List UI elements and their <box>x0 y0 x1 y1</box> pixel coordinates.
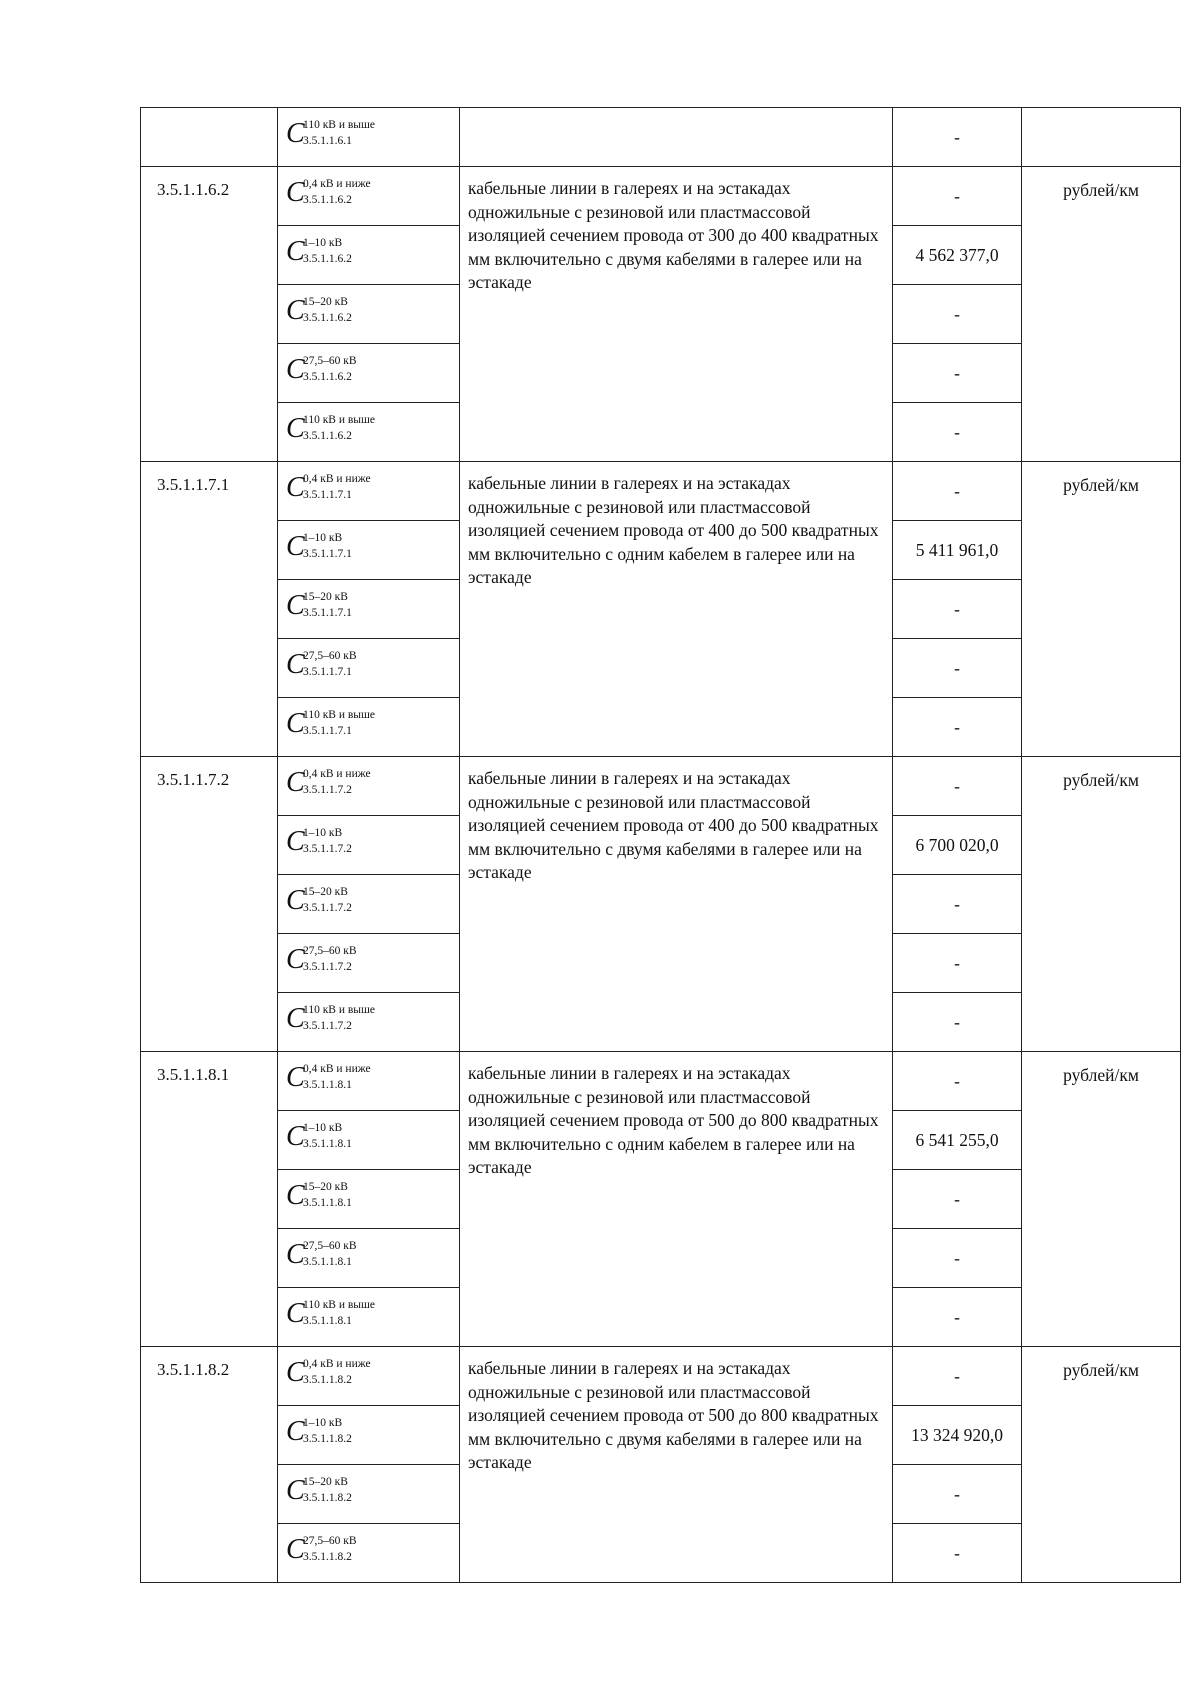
rate-value: - <box>893 403 1022 462</box>
rate-value: - <box>893 1524 1022 1583</box>
item-unit: рублей/км <box>1022 1052 1181 1347</box>
rate-symbol <box>286 1470 456 1514</box>
rate-symbol-letter: C <box>286 1356 305 1388</box>
voltage-superscript: 27,5–60 кВ <box>303 944 357 957</box>
rate-symbol-letter: C <box>286 294 305 326</box>
item-description: кабельные линии в галереях и на эстакадах одножильные с резиновой или пластмассовой изоляцией сечением провода от 400 до 500 квадратных мм включительно с двумя кабелями в галерее или на эстакаде <box>460 757 893 1052</box>
rate-symbol <box>286 703 456 747</box>
voltage-superscript: 110 кВ и выше <box>303 413 375 426</box>
rate-symbol-letter: C <box>286 884 305 916</box>
voltage-superscript: 15–20 кВ <box>303 1180 348 1193</box>
code-subscript: 3.5.1.1.7.2 <box>303 901 352 914</box>
voltage-superscript: 1–10 кВ <box>303 531 343 544</box>
rate-symbol <box>286 290 456 334</box>
voltage-superscript: 15–20 кВ <box>303 295 348 308</box>
code-subscript: 3.5.1.1.7.1 <box>303 606 352 619</box>
rate-symbol-letter: C <box>286 1238 305 1270</box>
rate-value: - <box>893 1347 1022 1406</box>
item-code: 3.5.1.1.7.2 <box>141 757 278 1052</box>
item-unit: рублей/км <box>1022 1347 1181 1583</box>
rate-value: - <box>893 639 1022 698</box>
rate-symbol <box>286 1529 456 1573</box>
rate-value: - <box>893 285 1022 344</box>
value-cell: - <box>893 108 1022 167</box>
item-code: 3.5.1.1.6.2 <box>141 167 278 462</box>
rate-value: - <box>893 1288 1022 1347</box>
rate-symbol-letter: C <box>286 117 305 149</box>
code-subscript: 3.5.1.1.8.2 <box>303 1550 352 1563</box>
symbol-cell <box>278 757 460 816</box>
code-subscript: 3.5.1.1.7.1 <box>303 665 352 678</box>
code-subscript: 3.5.1.1.6.2 <box>303 193 352 206</box>
voltage-superscript: 1–10 кВ <box>303 1416 343 1429</box>
symbol-cell <box>278 1052 460 1111</box>
rate-symbol-letter: C <box>286 235 305 267</box>
code-subscript: 3.5.1.1.8.1 <box>303 1137 352 1150</box>
table-row <box>141 1347 1181 1406</box>
rate-symbol-letter: C <box>286 530 305 562</box>
item-code: 3.5.1.1.7.1 <box>141 462 278 757</box>
item-description: кабельные линии в галереях и на эстакадах одножильные с резиновой или пластмассовой изоляцией сечением провода от 500 до 800 квадратных мм включительно с двумя кабелями в галерее или на эстакаде <box>460 1347 893 1583</box>
rate-symbol <box>286 880 456 924</box>
rate-symbol-letter: C <box>286 412 305 444</box>
item-unit: рублей/км <box>1022 167 1181 462</box>
voltage-superscript: 110 кВ и выше <box>303 708 375 721</box>
code-subscript: 3.5.1.1.7.2 <box>303 1019 352 1032</box>
code-subscript: 3.5.1.1.8.1 <box>303 1078 352 1091</box>
voltage-superscript: 0,4 кВ и ниже <box>303 1357 371 1370</box>
rate-symbol-letter: C <box>286 648 305 680</box>
rate-value: 6 541 255,0 <box>893 1111 1022 1170</box>
rate-value: - <box>893 344 1022 403</box>
rate-symbol-letter: C <box>286 1120 305 1152</box>
code-cell-empty <box>141 108 278 167</box>
voltage-superscript: 27,5–60 кВ <box>303 649 357 662</box>
rate-symbol-letter: C <box>286 1297 305 1329</box>
rate-value: - <box>893 580 1022 639</box>
voltage-superscript: 0,4 кВ и ниже <box>303 472 371 485</box>
rate-value: - <box>893 167 1022 226</box>
voltage-superscript: 15–20 кВ <box>303 1475 348 1488</box>
item-unit: рублей/км <box>1022 462 1181 757</box>
code-subscript: 3.5.1.1.6.2 <box>303 252 352 265</box>
rate-symbol <box>286 526 456 570</box>
code-subscript: 3.5.1.1.8.2 <box>303 1491 352 1504</box>
symbol-cell <box>278 1524 460 1583</box>
voltage-superscript: 15–20 кВ <box>303 885 348 898</box>
table-row-continued <box>141 108 1181 167</box>
symbol-cell <box>278 285 460 344</box>
rates-table-body <box>141 108 1181 1583</box>
voltage-superscript: 27,5–60 кВ <box>303 1534 357 1547</box>
voltage-superscript: 110 кВ и выше <box>303 1298 375 1311</box>
rate-value: - <box>893 462 1022 521</box>
rate-symbol <box>286 1234 456 1278</box>
code-subscript: 3.5.1.1.8.1 <box>303 1196 352 1209</box>
symbol-cell <box>278 344 460 403</box>
symbol-cell <box>278 639 460 698</box>
rate-symbol <box>286 939 456 983</box>
rate-value: - <box>893 698 1022 757</box>
voltage-superscript: 1–10 кВ <box>303 236 343 249</box>
rate-value: 5 411 961,0 <box>893 521 1022 580</box>
rate-symbol <box>286 644 456 688</box>
rate-value: - <box>893 1170 1022 1229</box>
rate-symbol <box>286 1057 456 1101</box>
voltage-superscript: 1–10 кВ <box>303 826 343 839</box>
symbol-cell <box>278 816 460 875</box>
rate-symbol-letter: C <box>286 1474 305 1506</box>
rate-symbol-letter: C <box>286 176 305 208</box>
voltage-superscript: 110 кВ и выше <box>303 118 375 131</box>
rate-symbol-letter: C <box>286 589 305 621</box>
rate-symbol-letter: C <box>286 943 305 975</box>
table-row <box>141 1052 1181 1111</box>
rate-symbol-letter: C <box>286 1415 305 1447</box>
item-code: 3.5.1.1.8.1 <box>141 1052 278 1347</box>
symbol-cell <box>278 403 460 462</box>
rate-symbol-letter: C <box>286 353 305 385</box>
symbol-cell <box>278 1170 460 1229</box>
rate-symbol-letter: C <box>286 766 305 798</box>
code-subscript: 3.5.1.1.7.2 <box>303 842 352 855</box>
code-subscript: 3.5.1.1.6.2 <box>303 311 352 324</box>
symbol-cell <box>278 462 460 521</box>
voltage-superscript: 1–10 кВ <box>303 1121 343 1134</box>
voltage-superscript: 15–20 кВ <box>303 590 348 603</box>
item-description: кабельные линии в галереях и на эстакадах одножильные с резиновой или пластмассовой изоляцией сечением провода от 500 до 800 квадратных мм включительно с одним кабелем в галерее или на эстакаде <box>460 1052 893 1347</box>
rate-symbol-letter: C <box>286 1533 305 1565</box>
rate-symbol <box>286 231 456 275</box>
voltage-superscript: 27,5–60 кВ <box>303 354 357 367</box>
rate-value: - <box>893 875 1022 934</box>
rate-symbol <box>286 1293 456 1337</box>
code-subscript: 3.5.1.1.7.1 <box>303 547 352 560</box>
symbol-cell <box>278 993 460 1052</box>
code-subscript: 3.5.1.1.8.2 <box>303 1432 352 1445</box>
code-subscript: 3.5.1.1.7.1 <box>303 724 352 737</box>
symbol-cell <box>278 580 460 639</box>
code-subscript: 3.5.1.1.7.2 <box>303 783 352 796</box>
rate-value: - <box>893 993 1022 1052</box>
rate-symbol-letter: C <box>286 471 305 503</box>
symbol-cell <box>278 934 460 993</box>
rate-value: 6 700 020,0 <box>893 816 1022 875</box>
table-row <box>141 462 1181 521</box>
symbol-cell <box>278 108 460 167</box>
symbol-cell <box>278 1347 460 1406</box>
rate-value: - <box>893 1465 1022 1524</box>
item-description: кабельные линии в галереях и на эстакадах одножильные с резиновой или пластмассовой изоляцией сечением провода от 300 до 400 квадратных мм включительно с двумя кабелями в галерее или на эстакаде <box>460 167 893 462</box>
symbol-cell <box>278 167 460 226</box>
rates-table <box>140 107 1181 1583</box>
table-row <box>141 757 1181 816</box>
code-subscript: 3.5.1.1.8.1 <box>303 1255 352 1268</box>
rate-symbol <box>286 349 456 393</box>
rate-symbol-letter: C <box>286 825 305 857</box>
voltage-superscript: 27,5–60 кВ <box>303 1239 357 1252</box>
rate-symbol-letter: C <box>286 1061 305 1093</box>
rate-value: - <box>893 1052 1022 1111</box>
description-cell-empty <box>460 108 893 167</box>
rate-symbol-letter: C <box>286 707 305 739</box>
rate-symbol <box>286 408 456 452</box>
symbol-cell <box>278 1288 460 1347</box>
code-subscript: 3.5.1.1.7.1 <box>303 488 352 501</box>
symbol-cell <box>278 226 460 285</box>
rate-symbol <box>286 1352 456 1396</box>
voltage-superscript: 0,4 кВ и ниже <box>303 177 371 190</box>
rate-symbol <box>286 1411 456 1455</box>
rate-symbol <box>286 585 456 629</box>
symbol-cell <box>278 698 460 757</box>
code-subscript: 3.5.1.1.6.2 <box>303 370 352 383</box>
symbol-cell <box>278 875 460 934</box>
voltage-superscript: 0,4 кВ и ниже <box>303 767 371 780</box>
rate-value: - <box>893 1229 1022 1288</box>
rate-value: - <box>893 934 1022 993</box>
rate-symbol <box>286 762 456 806</box>
symbol-cell <box>278 1229 460 1288</box>
symbol-cell <box>278 1465 460 1524</box>
code-subscript: 3.5.1.1.6.1 <box>303 134 352 147</box>
voltage-superscript: 110 кВ и выше <box>303 1003 375 1016</box>
rate-symbol-letter: C <box>286 1002 305 1034</box>
symbol-cell <box>278 521 460 580</box>
code-subscript: 3.5.1.1.6.2 <box>303 429 352 442</box>
rate-value: 4 562 377,0 <box>893 226 1022 285</box>
rate-symbol <box>286 821 456 865</box>
item-unit: рублей/км <box>1022 757 1181 1052</box>
code-subscript: 3.5.1.1.8.2 <box>303 1373 352 1386</box>
table-row <box>141 167 1181 226</box>
symbol-cell <box>278 1111 460 1170</box>
rate-symbol <box>286 998 456 1042</box>
item-description: кабельные линии в галереях и на эстакадах одножильные с резиновой или пластмассовой изоляцией сечением провода от 400 до 500 квадратных мм включительно с одним кабелем в галерее или на эстакаде <box>460 462 893 757</box>
rate-value: - <box>893 757 1022 816</box>
code-subscript: 3.5.1.1.7.2 <box>303 960 352 973</box>
rate-symbol <box>286 1175 456 1219</box>
rate-symbol <box>286 172 456 216</box>
rate-symbol-letter: C <box>286 1179 305 1211</box>
rate-symbol <box>286 467 456 511</box>
rate-symbol <box>286 113 456 157</box>
rate-symbol <box>286 1116 456 1160</box>
item-code: 3.5.1.1.8.2 <box>141 1347 278 1583</box>
code-subscript: 3.5.1.1.8.1 <box>303 1314 352 1327</box>
voltage-superscript: 0,4 кВ и ниже <box>303 1062 371 1075</box>
rate-value: 13 324 920,0 <box>893 1406 1022 1465</box>
unit-cell-empty <box>1022 108 1181 167</box>
symbol-cell <box>278 1406 460 1465</box>
